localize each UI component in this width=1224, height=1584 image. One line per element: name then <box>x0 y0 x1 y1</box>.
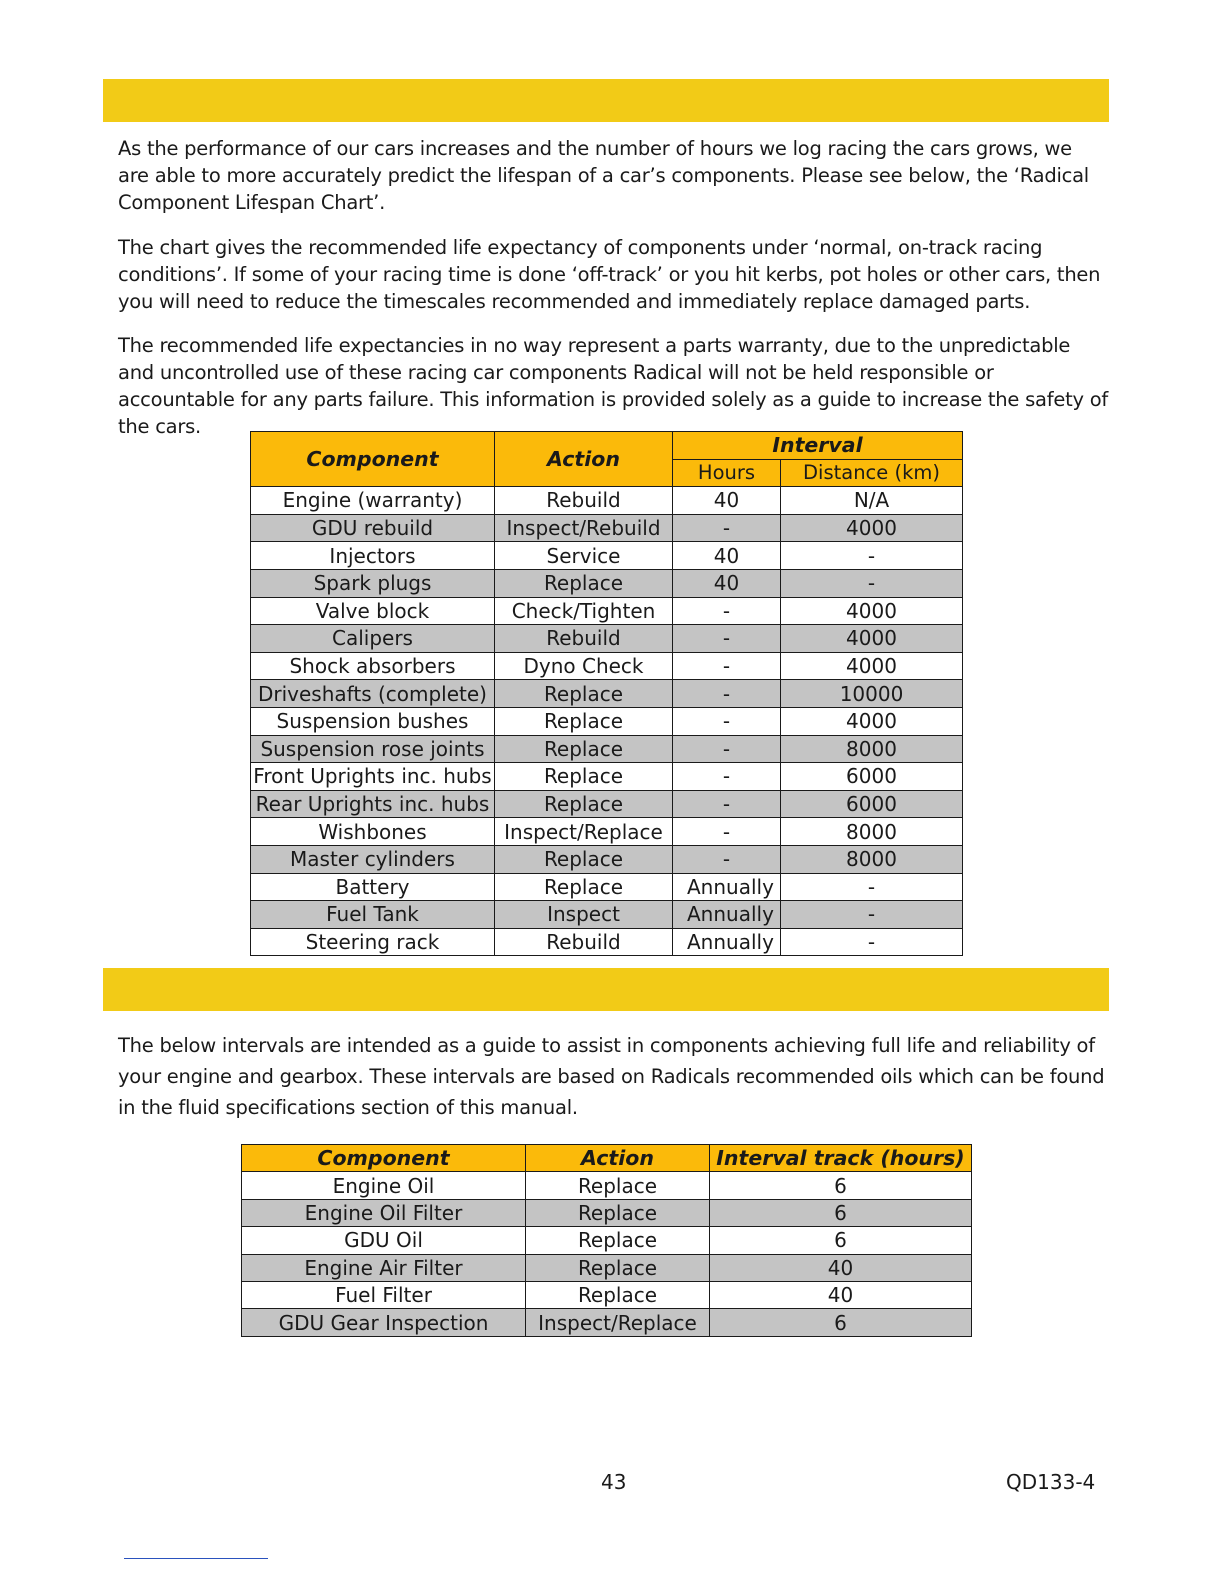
cell-component: Steering rack <box>251 928 495 956</box>
table-row <box>251 569 963 597</box>
cell-component: Shock absorbers <box>251 652 495 680</box>
cell-hours: - <box>673 845 781 873</box>
cell-action: Replace <box>495 873 673 901</box>
cell-distance: - <box>781 928 963 956</box>
table-row <box>251 514 963 542</box>
cell-component: Front Uprights inc. hubs <box>251 763 495 791</box>
section-header-band-lifespan <box>103 79 1109 122</box>
cell-action: Replace <box>526 1199 710 1226</box>
cell-component: Driveshafts (complete) <box>251 680 495 708</box>
cell-hours: - <box>673 735 781 763</box>
cell-distance: 8000 <box>781 818 963 846</box>
table-row <box>251 873 963 901</box>
intro-paragraph-1: As the performance of our cars increases and the number of hours we log racing the cars grows, we are able to more accurately predict the lifespan of a car’s components. Please see below, the ‘Radical Component Lifespan Chart’. <box>118 137 1089 214</box>
cell-hours: 40 <box>673 542 781 570</box>
table-row <box>251 845 963 873</box>
cell-distance: - <box>781 569 963 597</box>
table-row <box>242 1199 972 1226</box>
column-header-distance: Distance (km) <box>781 459 963 487</box>
cell-hours: 40 <box>673 487 781 515</box>
column-header-interval: Interval <box>673 432 963 460</box>
cell-component: Engine Air Filter <box>242 1254 526 1281</box>
cell-distance: 4000 <box>781 625 963 653</box>
cell-distance: 4000 <box>781 514 963 542</box>
cell-hours: Annually <box>673 901 781 929</box>
cell-action: Rebuild <box>495 625 673 653</box>
page-number: 43 <box>601 1470 627 1494</box>
cell-distance: 8000 <box>781 845 963 873</box>
footer-rule <box>124 1558 268 1559</box>
column-header-component: Component <box>242 1145 526 1172</box>
column-header-action: Action <box>495 432 673 487</box>
table-row <box>251 625 963 653</box>
cell-action: Replace <box>526 1172 710 1199</box>
cell-component: Fuel Tank <box>251 901 495 929</box>
intro-paragraph-3: The recommended life expectancies in no way represent a parts warranty, due to the unpredictable and uncontrolled use of these racing car components Radical will not be held responsible or accountable for any parts failure. This information is provided solely as a guide to increase the safety of the cars. <box>118 334 1109 438</box>
cell-action: Replace <box>495 680 673 708</box>
table-row <box>242 1172 972 1199</box>
cell-component: Wishbones <box>251 818 495 846</box>
column-header-hours: Hours <box>673 459 781 487</box>
table-row <box>251 707 963 735</box>
cell-component: Engine Oil <box>242 1172 526 1199</box>
column-header-interval-track: Interval track (hours) <box>710 1145 972 1172</box>
table-row <box>242 1281 972 1308</box>
table-row <box>251 487 963 515</box>
cell-component: Calipers <box>251 625 495 653</box>
cell-action: Rebuild <box>495 487 673 515</box>
cell-hours: - <box>673 514 781 542</box>
cell-component: GDU Oil <box>242 1227 526 1254</box>
cell-distance: - <box>781 542 963 570</box>
cell-action: Replace <box>526 1227 710 1254</box>
oil-intervals-paragraph: The below intervals are intended as a guide to assist in components achieving full life and reliability of your engine and gearbox. These intervals are based on Radicals recommended oils which can be found in the fluid specifications section of this manual. <box>118 1034 1105 1119</box>
cell-interval: 6 <box>710 1227 972 1254</box>
table-row <box>242 1309 972 1336</box>
cell-action: Inspect/Replace <box>495 818 673 846</box>
oil-intervals-table <box>241 1144 972 1337</box>
cell-component: Suspension rose joints <box>251 735 495 763</box>
table-row <box>251 542 963 570</box>
cell-component: Master cylinders <box>251 845 495 873</box>
table-row <box>251 763 963 791</box>
cell-hours: - <box>673 680 781 708</box>
cell-action: Replace <box>495 735 673 763</box>
cell-action: Check/Tighten <box>495 597 673 625</box>
column-header-component: Component <box>251 432 495 487</box>
cell-hours: - <box>673 597 781 625</box>
table-row <box>242 1227 972 1254</box>
cell-interval: 6 <box>710 1172 972 1199</box>
oil-intervals-table-body <box>242 1172 972 1336</box>
table-row <box>251 818 963 846</box>
table-row <box>251 901 963 929</box>
cell-distance: - <box>781 873 963 901</box>
cell-distance: 4000 <box>781 652 963 680</box>
cell-component: Spark plugs <box>251 569 495 597</box>
table-row <box>242 1254 972 1281</box>
cell-interval: 6 <box>710 1309 972 1336</box>
table-row <box>251 652 963 680</box>
cell-action: Replace <box>526 1281 710 1308</box>
cell-action: Replace <box>495 763 673 791</box>
cell-action: Inspect/Rebuild <box>495 514 673 542</box>
cell-distance: N/A <box>781 487 963 515</box>
cell-action: Dyno Check <box>495 652 673 680</box>
cell-interval: 40 <box>710 1281 972 1308</box>
cell-component: GDU Gear Inspection <box>242 1309 526 1336</box>
table-row <box>251 680 963 708</box>
lifespan-table <box>250 431 963 956</box>
cell-hours: - <box>673 790 781 818</box>
cell-distance: - <box>781 901 963 929</box>
cell-hours: - <box>673 818 781 846</box>
cell-hours: - <box>673 652 781 680</box>
cell-action: Inspect/Replace <box>526 1309 710 1336</box>
section-header-band-oil <box>103 968 1109 1011</box>
cell-action: Replace <box>495 790 673 818</box>
cell-component: Suspension bushes <box>251 707 495 735</box>
cell-component: Fuel Filter <box>242 1281 526 1308</box>
cell-action: Replace <box>526 1254 710 1281</box>
table-row <box>251 790 963 818</box>
column-header-action: Action <box>526 1145 710 1172</box>
cell-component: GDU rebuild <box>251 514 495 542</box>
cell-distance: 6000 <box>781 790 963 818</box>
table-row <box>251 928 963 956</box>
cell-distance: 4000 <box>781 707 963 735</box>
cell-component: Valve block <box>251 597 495 625</box>
intro-paragraph-2: The chart gives the recommended life expectancy of components under ‘normal, on-track racing conditions’. If some of your racing time is done ‘off-track’ or you hit kerbs, pot holes or other cars, then you will need to reduce the timescales recommended and immediately replace damaged parts. <box>118 236 1101 313</box>
cell-component: Rear Uprights inc. hubs <box>251 790 495 818</box>
cell-distance: 8000 <box>781 735 963 763</box>
cell-action: Service <box>495 542 673 570</box>
cell-component: Battery <box>251 873 495 901</box>
table-row <box>251 597 963 625</box>
cell-hours: Annually <box>673 928 781 956</box>
document-code: QD133-4 <box>1006 1470 1096 1494</box>
cell-hours: 40 <box>673 569 781 597</box>
cell-component: Engine (warranty) <box>251 487 495 515</box>
cell-component: Injectors <box>251 542 495 570</box>
cell-hours: - <box>673 763 781 791</box>
cell-action: Replace <box>495 569 673 597</box>
lifespan-table-body <box>251 487 963 956</box>
cell-interval: 40 <box>710 1254 972 1281</box>
cell-action: Rebuild <box>495 928 673 956</box>
cell-hours: - <box>673 625 781 653</box>
table-row <box>251 735 963 763</box>
cell-hours: Annually <box>673 873 781 901</box>
cell-action: Inspect <box>495 901 673 929</box>
cell-hours: - <box>673 707 781 735</box>
cell-interval: 6 <box>710 1199 972 1226</box>
cell-distance: 10000 <box>781 680 963 708</box>
cell-action: Replace <box>495 845 673 873</box>
cell-component: Engine Oil Filter <box>242 1199 526 1226</box>
cell-distance: 6000 <box>781 763 963 791</box>
cell-distance: 4000 <box>781 597 963 625</box>
cell-action: Replace <box>495 707 673 735</box>
